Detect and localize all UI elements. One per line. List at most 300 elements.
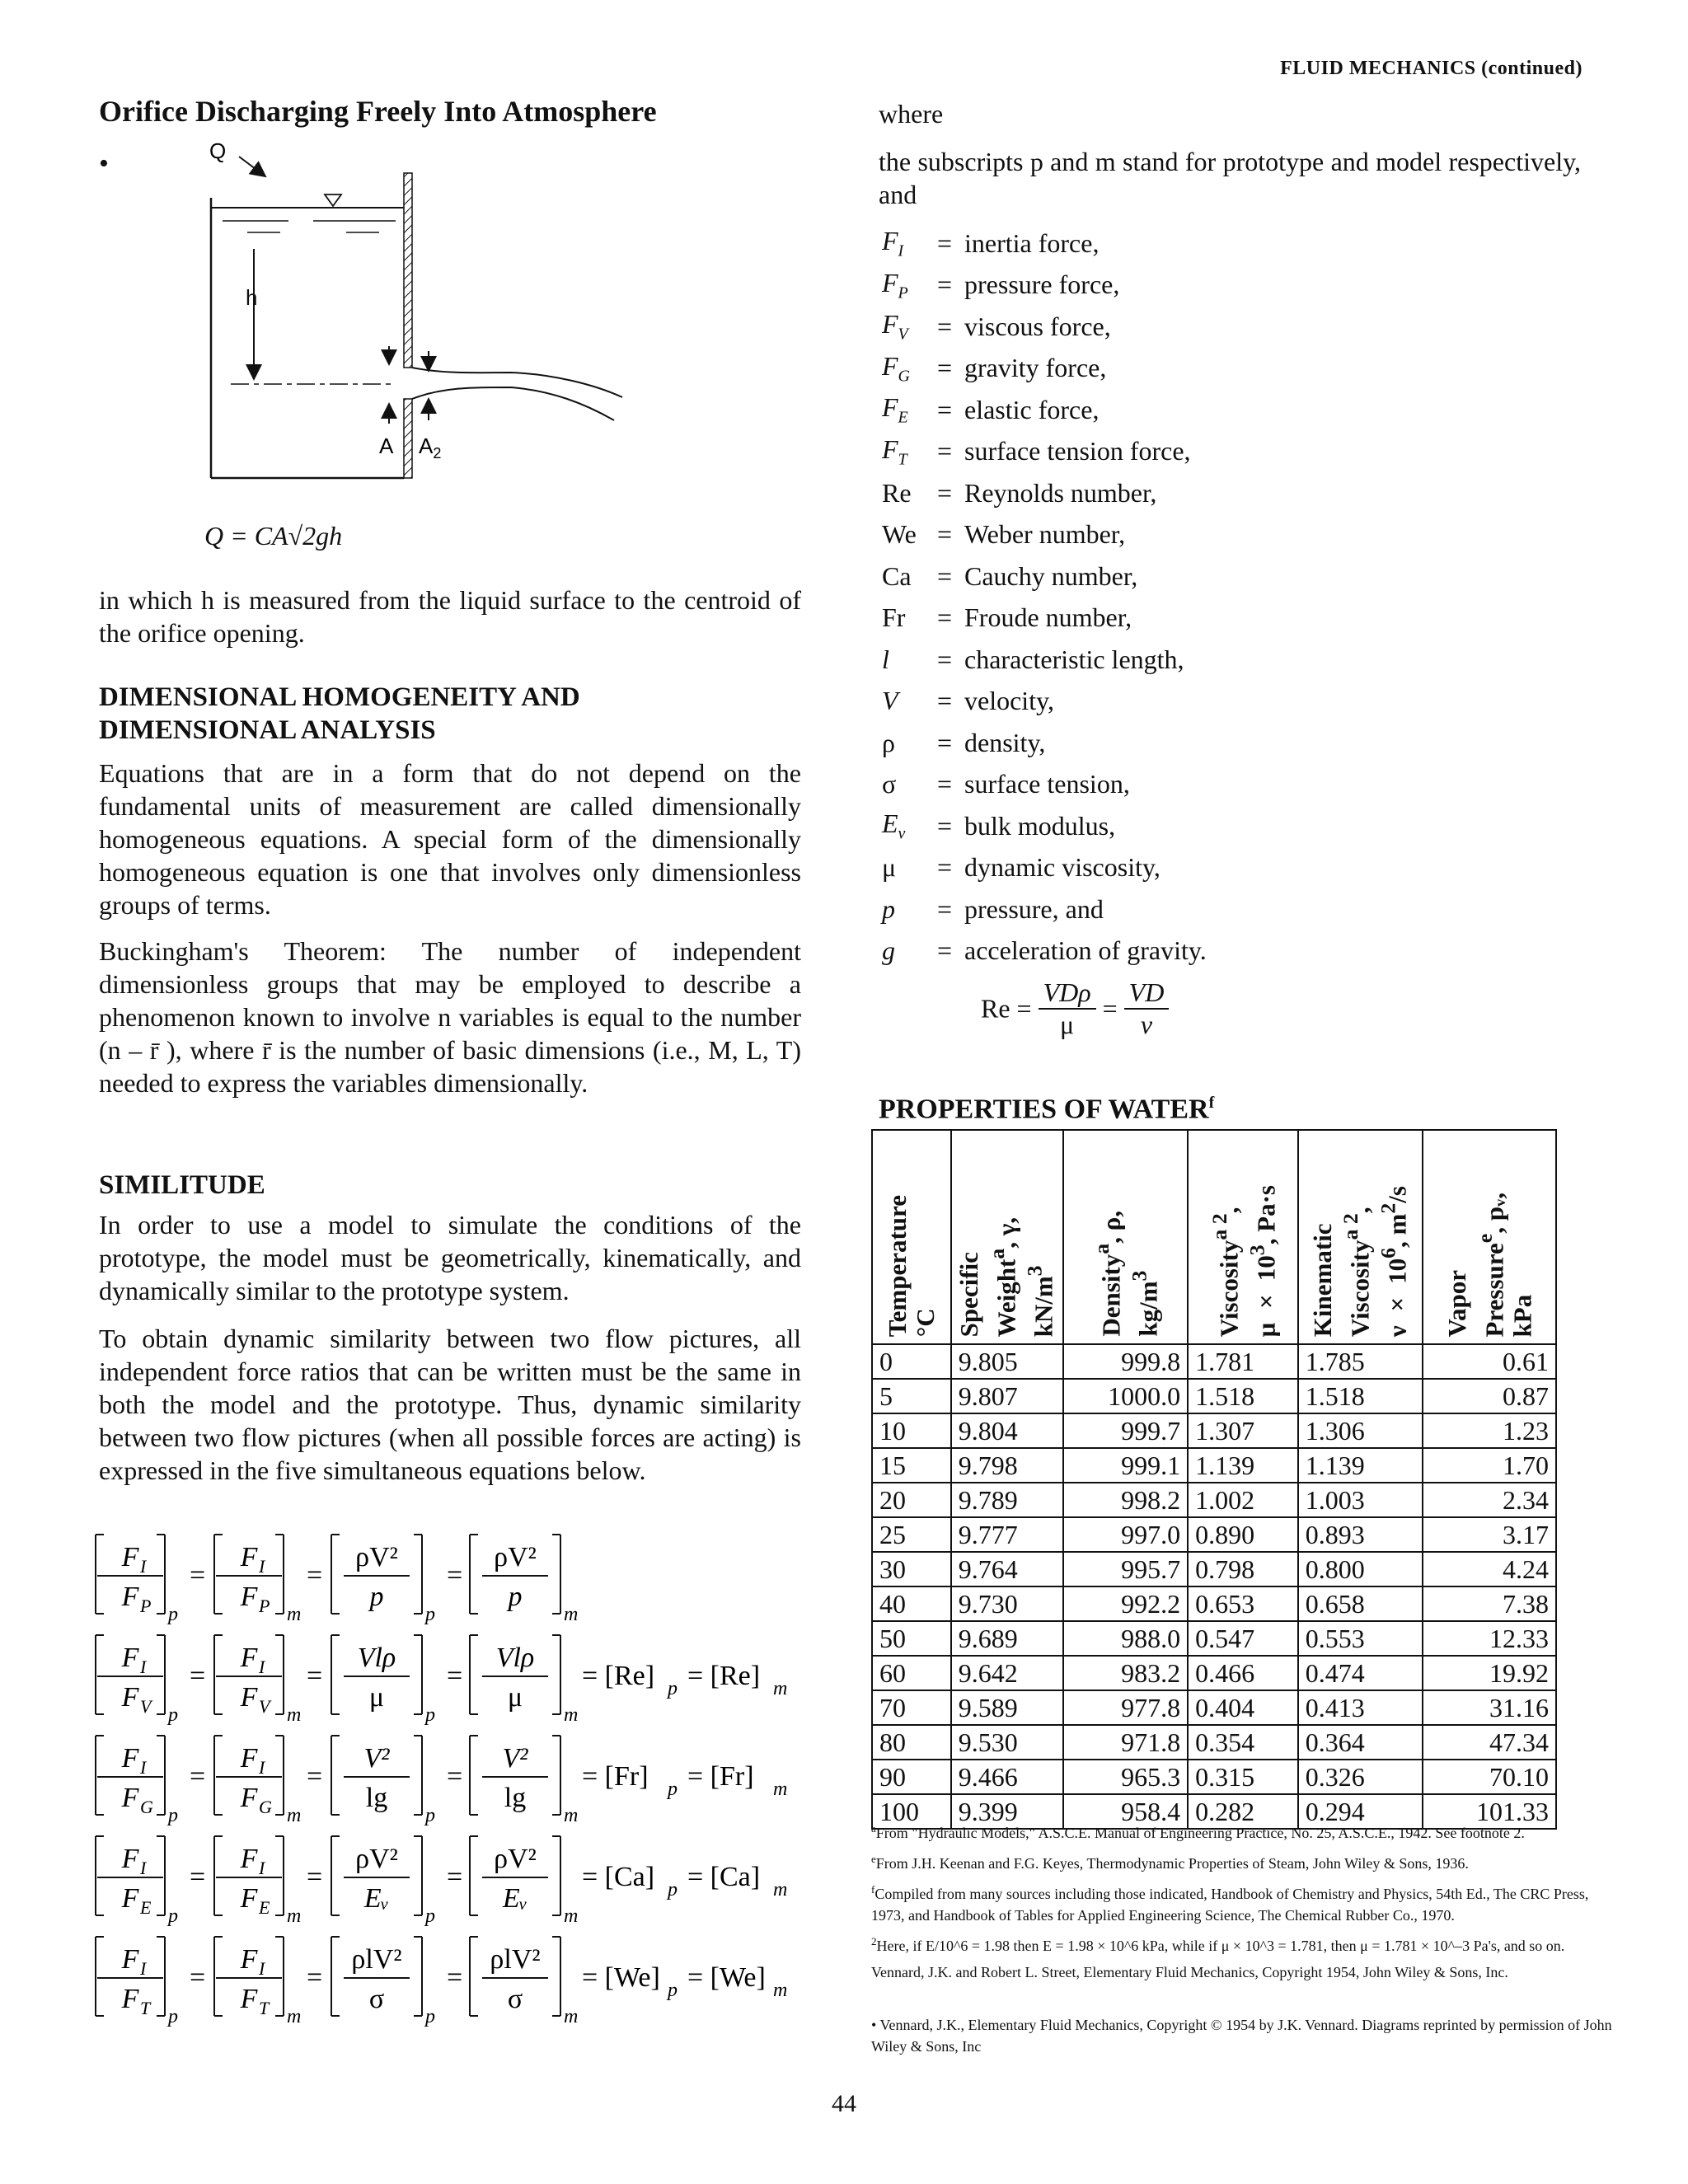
svg-text:F: F	[240, 1783, 258, 1813]
table-row	[872, 1448, 1556, 1483]
table-cell: 997.0	[1063, 1517, 1189, 1552]
variable-description: elastic force,	[964, 394, 1100, 424]
footnote: Vennard, J.K. and Robert L. Street, Elementary Fluid Mechanics, Copyright 1954, John Wiley & Sons, Inc.	[871, 1964, 1508, 1980]
svg-text:p: p	[168, 1805, 178, 1826]
svg-text:m: m	[773, 1779, 788, 1800]
table-cell: 60	[872, 1656, 951, 1690]
table-cell: 80	[872, 1725, 951, 1760]
table-cell: 9.530	[951, 1725, 1063, 1760]
svg-text:Eᵥ: Eᵥ	[363, 1883, 390, 1914]
table-cell: 977.8	[1063, 1690, 1189, 1725]
variable-description: Weber number,	[964, 519, 1126, 550]
svg-text:=: =	[447, 1962, 463, 1993]
svg-text:p: p	[425, 1905, 435, 1927]
svg-text:p: p	[168, 1604, 178, 1625]
variable-symbol: $F_P$	[882, 267, 908, 302]
table-cell: 0.893	[1298, 1517, 1423, 1552]
svg-text:V: V	[259, 1696, 270, 1717]
svg-text:=: =	[307, 1661, 323, 1691]
svg-text:P: P	[259, 1596, 270, 1616]
table-cell: 9.689	[951, 1621, 1063, 1656]
table-cell: 971.8	[1063, 1725, 1189, 1760]
table-cell: 9.789	[951, 1483, 1063, 1517]
subscripts-text: the subscripts p and m stand for prototype and model respectively, and	[879, 147, 1581, 209]
sim-para-2: To obtain dynamic similarity between two flow pictures, all independent force ratios that can be written must be the same in both the model and the prototype. Thus, dynamic similarity between two flow pictures (when all possible forces are acting) is expressed in the five simultaneous equations below.	[99, 1324, 801, 1485]
table-cell: 9.777	[951, 1517, 1063, 1552]
svg-text:I: I	[259, 1958, 265, 1979]
svg-text:ρlV²: ρlV²	[351, 1944, 402, 1975]
variable-row: Re = Reynolds number,	[882, 477, 1157, 508]
svg-text:p: p	[425, 1604, 435, 1625]
col-viscosity: Viscosity$^{a 2}$, $\mu \times 10^3$, Pa·s	[1188, 1130, 1298, 1344]
table-cell: 0.315	[1188, 1760, 1298, 1794]
table-cell: 7.38	[1423, 1586, 1556, 1621]
variable-symbol: $F_I$	[882, 226, 904, 260]
table-cell: 0.87	[1423, 1379, 1556, 1413]
svg-text:F: F	[240, 1844, 258, 1874]
svg-text:ρV²: ρV²	[494, 1844, 537, 1874]
table-row	[872, 1379, 1556, 1413]
svg-text:m: m	[287, 1905, 302, 1927]
variable-description: gravity force,	[964, 353, 1107, 383]
svg-text:I: I	[140, 1858, 147, 1878]
table-cell: 90	[872, 1760, 951, 1794]
variable-list	[882, 223, 1207, 972]
footnote: $^a$From "Hydraulic Models," A.S.C.E. Manual of Engineering Practice, No. 25, A.S.C.E., 1942. See footnote 2.	[871, 1822, 1525, 1841]
table-row	[872, 1656, 1556, 1690]
svg-text:=: =	[190, 1761, 206, 1792]
variable-symbol: $F_V$	[882, 309, 908, 344]
table-cell: 40	[872, 1586, 951, 1621]
svg-text:P: P	[140, 1596, 152, 1616]
table-cell: 1.518	[1298, 1379, 1423, 1413]
table-cell: 0	[872, 1344, 951, 1379]
svg-text:F: F	[121, 1743, 139, 1774]
label-a2: $A_2$	[419, 434, 442, 462]
water-title: PROPERTIES OF WATER$^f$	[879, 1094, 1215, 1125]
table-row	[872, 1344, 1556, 1379]
svg-text:lg: lg	[504, 1783, 527, 1813]
svg-text:F: F	[240, 1743, 258, 1774]
dim-title-1: DIMENSIONAL HOMOGENEITY AND	[99, 682, 580, 712]
variable-symbol: We	[882, 519, 917, 550]
table-cell: 50	[872, 1621, 951, 1656]
variable-row: $F_V$ = viscous force,	[882, 309, 1111, 344]
svg-text:m: m	[287, 1805, 302, 1826]
table-cell: 958.4	[1063, 1794, 1189, 1829]
svg-text:I: I	[259, 1858, 265, 1878]
variable-symbol: $E_v$	[882, 808, 906, 843]
svg-text:σ: σ	[507, 1984, 523, 2014]
table-cell: 998.2	[1063, 1483, 1189, 1517]
table-cell: 1.781	[1188, 1344, 1298, 1379]
table-cell: 9.589	[951, 1690, 1063, 1725]
table-cell: 1.139	[1298, 1448, 1423, 1483]
variable-symbol: $F_E$	[882, 392, 908, 427]
table-cell: 1.003	[1298, 1483, 1423, 1517]
variable-row: Fr = Froude number,	[882, 602, 1132, 633]
variable-row: V = velocity,	[882, 686, 1054, 716]
svg-text:ρlV²: ρlV²	[490, 1944, 541, 1975]
svg-text:I: I	[259, 1757, 265, 1778]
svg-text:= [Ca]: = [Ca]	[582, 1862, 655, 1892]
svg-text:F: F	[121, 1783, 139, 1813]
table-cell: 0.466	[1188, 1656, 1298, 1690]
svg-text:F: F	[121, 1682, 139, 1713]
table-cell: 100	[872, 1794, 951, 1829]
svg-text:m: m	[564, 2006, 579, 2027]
svg-text:p: p	[168, 2006, 178, 2027]
table-cell: 0.798	[1188, 1552, 1298, 1586]
svg-text:I: I	[140, 1657, 147, 1677]
svg-text:I: I	[140, 1556, 147, 1577]
variable-description: acceleration of gravity.	[964, 935, 1207, 966]
variable-description: inertia force,	[964, 227, 1100, 258]
svg-text:m: m	[287, 1704, 302, 1726]
variable-symbol: l	[882, 644, 889, 674]
page-number: 44	[832, 2090, 856, 2117]
footnote: $^f$Compiled from many sources including those indicated, Handbook of Chemistry and Physics, 54th Ed., The CRC Press, 1973, and Handbook of Tables for Applied Engineering Science, The Chemical Rubber Co., 1970.	[871, 1883, 1589, 1924]
table-cell: 25	[872, 1517, 951, 1552]
variable-row: μ = dynamic viscosity,	[882, 852, 1160, 883]
table-cell: 999.1	[1063, 1448, 1189, 1483]
variable-row: ρ = density,	[882, 727, 1046, 757]
svg-text:T: T	[259, 1998, 270, 2018]
svg-text:m: m	[564, 1805, 579, 1826]
table-cell: 1.002	[1188, 1483, 1298, 1517]
table-cell: 1.785	[1298, 1344, 1423, 1379]
table-cell: 999.7	[1063, 1413, 1189, 1448]
similitude-equations	[91, 1531, 799, 2042]
svg-text:p: p	[425, 1704, 435, 1726]
svg-text:V: V	[140, 1696, 152, 1717]
svg-text:F: F	[121, 1984, 139, 2014]
table-cell: 12.33	[1423, 1621, 1556, 1656]
variable-description: density,	[964, 727, 1046, 757]
table-cell: 983.2	[1063, 1656, 1189, 1690]
svg-text:G: G	[140, 1797, 153, 1817]
svg-text:=: =	[307, 1862, 323, 1892]
footnote: $^2$Here, if E/10^6 = 1.98 then E = 1.98 × 10^6 kPa, while if μ × 10^3 = 1.781, then μ = 1.781 × 10^–3 Pa's, and so on.	[871, 1935, 1565, 1954]
table-cell: 0.364	[1298, 1725, 1423, 1760]
variable-row: l = characteristic length,	[882, 644, 1184, 674]
table-cell: 9.798	[951, 1448, 1063, 1483]
water-properties-table	[871, 1129, 1557, 1830]
orifice-diagram	[198, 140, 626, 486]
variable-symbol: σ	[882, 769, 897, 799]
svg-text:p: p	[168, 1704, 178, 1726]
variable-description: surface tension,	[964, 769, 1130, 799]
variable-description: velocity,	[964, 686, 1054, 716]
table-cell: 0.354	[1188, 1725, 1298, 1760]
svg-text:=: =	[190, 1862, 206, 1892]
table-row	[872, 1760, 1556, 1794]
svg-text:F: F	[121, 1883, 139, 1914]
svg-text:m: m	[287, 2006, 302, 2027]
svg-text:=: =	[447, 1862, 463, 1892]
table-cell: 0.282	[1188, 1794, 1298, 1829]
svg-text:F: F	[121, 1844, 139, 1874]
table-cell: 0.474	[1298, 1656, 1423, 1690]
variable-symbol: p	[882, 893, 895, 924]
table-cell: 1.139	[1188, 1448, 1298, 1483]
sim-para-1: In order to use a model to simulate the conditions of the prototype, the model must be geometrically, kinematically, and dynamically similar to the prototype system.	[99, 1210, 801, 1305]
svg-text:p: p	[668, 1980, 678, 2001]
svg-text:Vlρ: Vlρ	[357, 1643, 396, 1673]
svg-text:T: T	[140, 1998, 151, 2018]
variable-description: Cauchy number,	[964, 560, 1138, 591]
svg-text:μ: μ	[368, 1682, 385, 1713]
variable-symbol: Re	[882, 477, 912, 508]
label-h: h	[246, 285, 258, 310]
svg-text:F: F	[240, 1582, 258, 1612]
variable-row: $F_P$ = pressure force,	[882, 267, 1120, 302]
table-cell: 20	[872, 1483, 951, 1517]
table-row	[872, 1552, 1556, 1586]
svg-text:Vlρ: Vlρ	[495, 1643, 535, 1673]
variable-row: $E_v$ = bulk modulus,	[882, 808, 1116, 843]
variable-symbol: Fr	[882, 602, 906, 633]
table-cell: 995.7	[1063, 1552, 1189, 1586]
variable-description: characteristic length,	[964, 644, 1184, 674]
running-header: FLUID MECHANICS (continued)	[1280, 58, 1582, 79]
table-cell: 10	[872, 1413, 951, 1448]
svg-text:p: p	[168, 1905, 178, 1927]
variable-row: $F_G$ = gravity force,	[882, 350, 1107, 385]
table-cell: 70	[872, 1690, 951, 1725]
svg-text:F: F	[121, 1582, 139, 1612]
svg-text:=: =	[447, 1560, 463, 1591]
variable-description: pressure, and	[964, 893, 1104, 924]
table-cell: 15	[872, 1448, 951, 1483]
svg-text:μ: μ	[507, 1682, 523, 1713]
orifice-formula: Q = CA√2gh	[204, 521, 343, 551]
table-cell: 0.800	[1298, 1552, 1423, 1586]
table-row	[872, 1483, 1556, 1517]
svg-text:ρV²: ρV²	[494, 1542, 537, 1572]
where-label: where	[879, 99, 944, 129]
table-cell: 47.34	[1423, 1725, 1556, 1760]
svg-text:E: E	[140, 1897, 152, 1918]
table-cell: 1.518	[1188, 1379, 1298, 1413]
svg-text:I: I	[259, 1657, 265, 1677]
svg-text:= [Fr]: = [Fr]	[582, 1761, 649, 1792]
svg-text:m: m	[564, 1704, 579, 1726]
table-cell: 5	[872, 1379, 951, 1413]
table-cell: 1000.0	[1063, 1379, 1189, 1413]
variable-description: surface tension force,	[964, 436, 1191, 466]
svg-text:E: E	[259, 1897, 270, 1918]
svg-text:F: F	[240, 1883, 258, 1914]
svg-text:σ: σ	[368, 1984, 385, 2014]
table-cell: 0.547	[1188, 1621, 1298, 1656]
table-cell: 992.2	[1063, 1586, 1189, 1621]
table-cell: 1.70	[1423, 1448, 1556, 1483]
svg-text:m: m	[564, 1905, 579, 1927]
svg-text:p: p	[369, 1582, 384, 1612]
table-cell: 4.24	[1423, 1552, 1556, 1586]
svg-text:F: F	[240, 1643, 258, 1673]
table-cell: 2.34	[1423, 1483, 1556, 1517]
table-cell: 9.466	[951, 1760, 1063, 1794]
svg-text:=: =	[447, 1661, 463, 1691]
table-cell: 0.413	[1298, 1690, 1423, 1725]
variable-symbol: $F_T$	[882, 434, 907, 468]
svg-text:=: =	[190, 1661, 206, 1691]
variable-row: σ = surface tension,	[882, 769, 1130, 799]
variable-symbol: g	[882, 935, 895, 966]
label-q: Q	[209, 140, 227, 163]
svg-text:I: I	[259, 1556, 265, 1577]
table-cell: 31.16	[1423, 1690, 1556, 1725]
footnote: $^e$From J.H. Keenan and F.G. Keyes, Thermodynamic Properties of Steam, John Wiley & Sons, 1936.	[871, 1853, 1469, 1872]
svg-text:= [We]: = [We]	[687, 1962, 766, 1993]
variable-row: $F_E$ = elastic force,	[882, 392, 1100, 427]
table-cell: 1.307	[1188, 1413, 1298, 1448]
svg-text:m: m	[564, 1604, 579, 1625]
similitude-title: SIMILITUDE	[99, 1170, 265, 1200]
table-cell: 101.33	[1423, 1794, 1556, 1829]
svg-text:m: m	[773, 1678, 788, 1699]
variable-symbol: V	[882, 686, 898, 716]
variable-symbol: Ca	[882, 560, 912, 591]
table-cell: 0.404	[1188, 1690, 1298, 1725]
table-row	[872, 1690, 1556, 1725]
variable-description: Reynolds number,	[964, 477, 1157, 508]
table-cell: 70.10	[1423, 1760, 1556, 1794]
table-cell: 0.890	[1188, 1517, 1298, 1552]
svg-text:p: p	[668, 1779, 678, 1800]
variable-row: We = Weber number,	[882, 519, 1126, 550]
svg-text:F: F	[240, 1542, 258, 1572]
svg-text:= [Re]: = [Re]	[687, 1661, 761, 1691]
credit-note: • Vennard, J.K., Elementary Fluid Mechanics, Copyright © 1954 by J.K. Vennard. Diagrams reprinted by permission of John Wiley & Sons, Inc	[871, 2017, 1612, 2055]
svg-text:= [We]: = [We]	[582, 1962, 660, 1993]
svg-text:F: F	[240, 1984, 258, 2014]
variable-description: pressure force,	[964, 269, 1120, 300]
table-cell: 1.306	[1298, 1413, 1423, 1448]
variable-symbol: $F_G$	[882, 350, 910, 385]
table-row	[872, 1413, 1556, 1448]
table-row	[872, 1725, 1556, 1760]
svg-text:p: p	[425, 1805, 435, 1826]
svg-text:Eᵥ: Eᵥ	[502, 1883, 528, 1914]
svg-text:= [Ca]: = [Ca]	[687, 1862, 761, 1892]
table-cell: 9.642	[951, 1656, 1063, 1690]
svg-text:lg: lg	[365, 1783, 388, 1813]
svg-text:=: =	[307, 1962, 323, 1993]
table-cell: 9.764	[951, 1552, 1063, 1586]
svg-text:I: I	[140, 1958, 147, 1979]
variable-row: Ca = Cauchy number,	[882, 560, 1138, 591]
table-cell: 9.730	[951, 1586, 1063, 1621]
svg-text:F: F	[121, 1944, 139, 1975]
svg-text:m: m	[287, 1604, 302, 1625]
table-cell: 0.326	[1298, 1760, 1423, 1794]
svg-text:=: =	[307, 1761, 323, 1792]
svg-text:ρV²: ρV²	[355, 1844, 398, 1874]
svg-text:ρV²: ρV²	[355, 1542, 398, 1572]
svg-text:=: =	[307, 1560, 323, 1591]
orifice-title: Orifice Discharging Freely Into Atmosphere	[99, 95, 657, 128]
col-density: Density$^a$, ρ, $kg/m^3$	[1063, 1130, 1189, 1344]
col-temperature: Temperature °C	[872, 1130, 951, 1344]
dim-title-2: DIMENSIONAL ANALYSIS	[99, 715, 436, 745]
table-cell: 988.0	[1063, 1621, 1189, 1656]
svg-text:I: I	[140, 1757, 147, 1778]
table-cell: 0.553	[1298, 1621, 1423, 1656]
bullet: •	[99, 148, 109, 179]
variable-symbol: ρ	[882, 727, 895, 757]
dim-para-1: Equations that are in a form that do not depend on the fundamental units of measurement are called dimensionally homogeneous equations. A special form of the dimensionally homogeneous equation is one that involves only dimensionless groups of terms.	[99, 758, 801, 920]
svg-text:p: p	[668, 1678, 678, 1699]
table-cell: 9.805	[951, 1344, 1063, 1379]
variable-description: dynamic viscosity,	[964, 852, 1160, 883]
variable-row: g = acceleration of gravity.	[882, 935, 1207, 966]
table-cell: 0.658	[1298, 1586, 1423, 1621]
table-cell: 9.399	[951, 1794, 1063, 1829]
svg-text:=: =	[190, 1560, 206, 1591]
variable-description: bulk modulus,	[964, 810, 1116, 841]
table-footnotes	[871, 1818, 1613, 1988]
svg-text:F: F	[240, 1682, 258, 1713]
table-cell: 3.17	[1423, 1517, 1556, 1552]
re-formula: Re = $\frac{\text{VDρ}}{\mu}$ = $\frac{VD}{v}$	[981, 977, 1169, 1040]
svg-text:m: m	[773, 1879, 788, 1900]
svg-text:p: p	[425, 2006, 435, 2027]
table-cell: 0.653	[1188, 1586, 1298, 1621]
svg-text:F: F	[121, 1643, 139, 1673]
table-row	[872, 1586, 1556, 1621]
svg-text:V²: V²	[502, 1743, 528, 1774]
svg-text:= [Re]: = [Re]	[582, 1661, 655, 1691]
variable-description: Froude number,	[964, 602, 1132, 633]
svg-text:= [Fr]: = [Fr]	[687, 1761, 754, 1792]
table-cell: 0.294	[1298, 1794, 1423, 1829]
table-cell: 9.804	[951, 1413, 1063, 1448]
dim-para-2: Buckingham's Theorem: The number of independent dimensionless groups that may be employed to describe a phenomenon known to involve n variables is equal to the number (n – r̄ ), where r̄ is the number of basic dimensions (i.e., M, L, T) needed to express the variables dimensionally.	[99, 936, 801, 1098]
table-cell: 9.807	[951, 1379, 1063, 1413]
table-row	[872, 1517, 1556, 1552]
svg-text:m: m	[773, 1980, 788, 2001]
svg-text:F: F	[121, 1542, 139, 1572]
svg-text:p: p	[668, 1879, 678, 1900]
svg-text:V²: V²	[363, 1743, 390, 1774]
orifice-text: in which h is measured from the liquid surface to the centroid of the orifice opening.	[99, 585, 801, 648]
svg-text:G: G	[259, 1797, 272, 1817]
table-cell: 1.23	[1423, 1413, 1556, 1448]
svg-text:=: =	[447, 1761, 463, 1792]
variable-description: viscous force,	[964, 311, 1111, 341]
col-kinematic-viscosity: Kinematic Viscosity$^{a 2}$, $\nu \times 10^6$, $m^2/s$	[1298, 1130, 1423, 1344]
variable-row: $F_T$ = surface tension force,	[882, 434, 1191, 468]
table-cell: 19.92	[1423, 1656, 1556, 1690]
variable-row: p = pressure, and	[882, 893, 1104, 924]
svg-text:F: F	[240, 1944, 258, 1975]
table-row	[872, 1621, 1556, 1656]
svg-text:p: p	[508, 1582, 523, 1612]
svg-text:=: =	[190, 1962, 206, 1993]
col-vapor-pressure: Vapor Pressure$^e$, pᵥ, kPa	[1423, 1130, 1556, 1344]
table-cell: 0.61	[1423, 1344, 1556, 1379]
col-specific-weight: Specific Weight$^a$, γ, $kN/m^3$	[951, 1130, 1063, 1344]
variable-symbol: μ	[882, 852, 897, 883]
table-cell: 999.8	[1063, 1344, 1189, 1379]
variable-row: $F_I$ = inertia force,	[882, 226, 1100, 260]
label-a: A	[379, 434, 394, 458]
table-cell: 30	[872, 1552, 951, 1586]
table-cell: 965.3	[1063, 1760, 1189, 1794]
